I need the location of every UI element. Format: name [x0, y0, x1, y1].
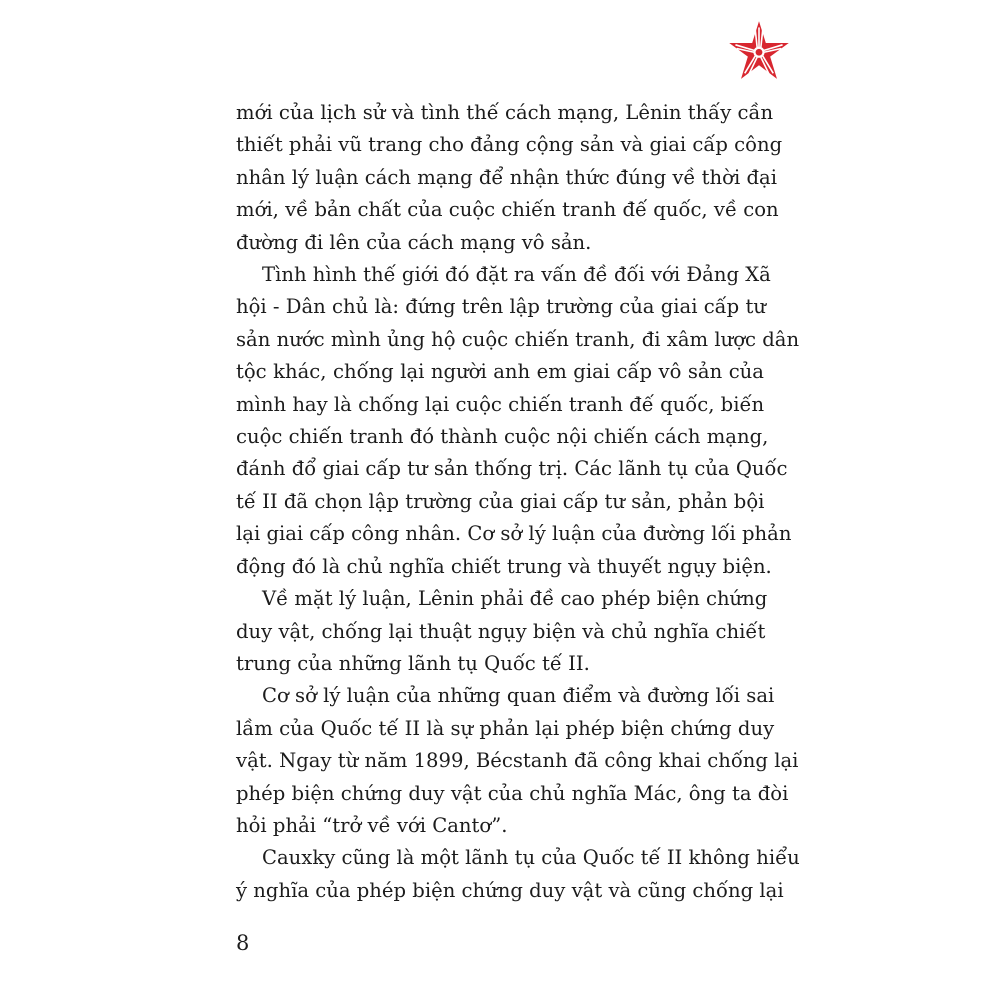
- text-line: Về mặt lý luận, Lênin phải đề cao phép biện chứng: [262, 587, 768, 611]
- text-line: mình hay là chống lại cuộc chiến tranh đế quốc, biến: [236, 392, 765, 416]
- page-number: 8: [236, 931, 250, 955]
- text-line: cuộc chiến tranh đó thành cuộc nội chiến cách mạng,: [236, 425, 769, 449]
- text-line: hỏi phải “trở về với Cantơ”.: [236, 813, 508, 837]
- text-line: động đó là chủ nghĩa chiết trung và thuyết ngụy biện.: [236, 554, 772, 578]
- text-line: tộc khác, chống lại người anh em giai cấp vô sản của: [236, 360, 764, 384]
- paragraph: [236, 583, 768, 680]
- text-line: vật. Ngay từ năm 1899, Bécstanh đã công khai chống lại: [236, 749, 799, 773]
- text-line: duy vật, chống lại thuật ngụy biện và chủ nghĩa chiết: [236, 619, 766, 643]
- paragraph: [236, 680, 799, 842]
- text-line: đường đi lên của cách mạng vô sản.: [236, 230, 592, 254]
- text-line: lầm của Quốc tế II là sự phản lại phép biện chứng duy: [236, 716, 775, 740]
- text-line: hội - Dân chủ là: đứng trên lập trường của giai cấp tư: [236, 295, 766, 319]
- paragraph: [236, 842, 800, 907]
- text-line: Cauxky cũng là một lãnh tụ của Quốc tế II không hiểu: [262, 846, 800, 870]
- text-line: Tình hình thế giới đó đặt ra vấn đề đối với Đảng Xã: [262, 263, 771, 287]
- text-line: trung của những lãnh tụ Quốc tế II.: [236, 651, 590, 675]
- text-line: tế II đã chọn lập trường của giai cấp tư sản, phản bội: [236, 489, 765, 513]
- text-line: thiết phải vũ trang cho đảng cộng sản và giai cấp công: [236, 133, 783, 157]
- body-text: [236, 97, 800, 907]
- text-line: lại giai cấp công nhân. Cơ sở lý luận của đường lối phản: [236, 522, 792, 546]
- text-line: mới, về bản chất của cuộc chiến tranh đế quốc, về con: [236, 198, 779, 222]
- paragraph: [236, 97, 783, 259]
- text-line: đánh đổ giai cấp tư sản thống trị. Các lãnh tụ của Quốc: [236, 457, 788, 481]
- text-line: phép biện chứng duy vật của chủ nghĩa Mác, ông ta đòi: [236, 781, 789, 805]
- text-line: Cơ sở lý luận của những quan điểm và đường lối sai: [262, 684, 775, 708]
- text-line: mới của lịch sử và tình thế cách mạng, Lênin thấy cần: [236, 101, 774, 124]
- text-line: sản nước mình ủng hộ cuộc chiến tranh, đi xâm lược dân: [236, 327, 800, 351]
- text-line: nhân lý luận cách mạng để nhận thức đúng về thời đại: [236, 165, 777, 189]
- paragraph: [236, 259, 800, 583]
- text-line: ý nghĩa của phép biện chứng duy vật và cũng chống lại: [236, 878, 784, 902]
- red-star-logo-icon: [728, 20, 790, 82]
